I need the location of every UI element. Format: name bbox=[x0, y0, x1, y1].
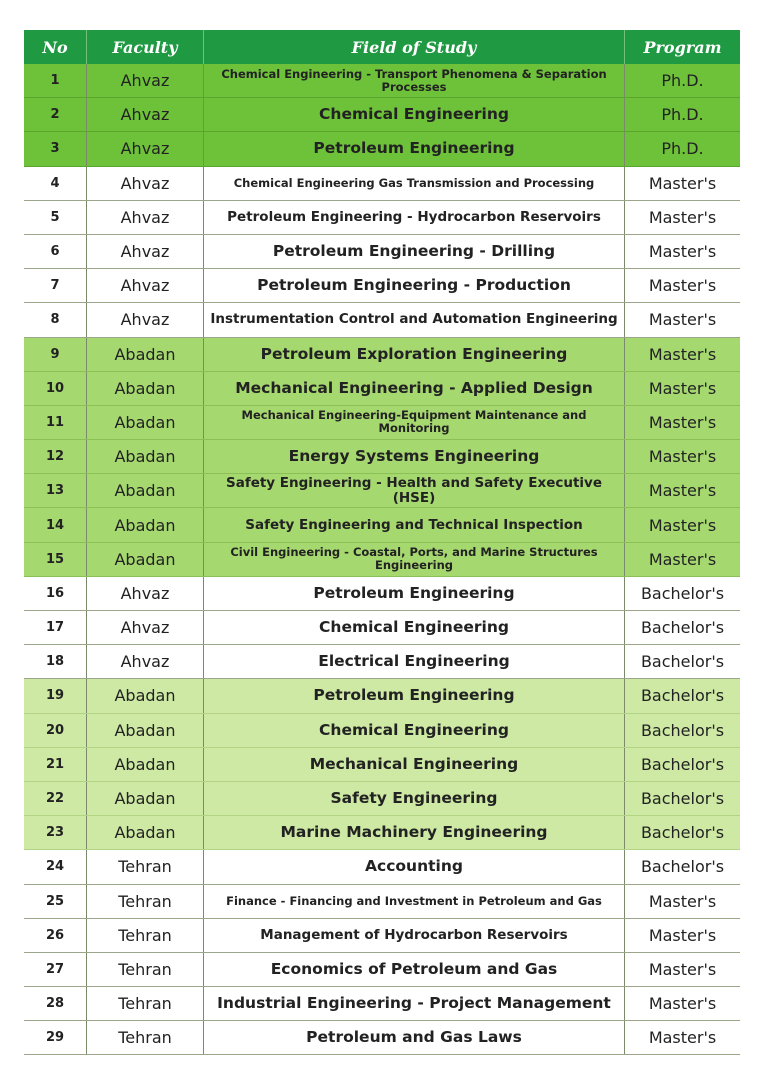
table-row bbox=[24, 679, 740, 713]
row-field-of-study: Petroleum and Gas Laws bbox=[204, 1021, 625, 1054]
row-faculty: Ahvaz bbox=[87, 645, 204, 678]
table-row bbox=[24, 64, 740, 98]
row-faculty: Ahvaz bbox=[87, 167, 204, 200]
table-row bbox=[24, 919, 740, 953]
row-field-of-study: Petroleum Engineering bbox=[204, 679, 625, 712]
row-program: Master's bbox=[648, 412, 717, 432]
row-number: 1 bbox=[24, 64, 87, 97]
row-program: Master's bbox=[648, 549, 717, 569]
row-number: 17 bbox=[24, 611, 87, 644]
row-field-of-study: Petroleum Engineering bbox=[204, 577, 625, 610]
table-row bbox=[24, 98, 740, 132]
row-faculty: Abadan bbox=[87, 679, 204, 712]
row-program: Bachelor's bbox=[640, 789, 725, 809]
row-faculty: Tehran bbox=[87, 1021, 204, 1054]
row-faculty: Tehran bbox=[87, 919, 204, 952]
row-number: 29 bbox=[24, 1021, 87, 1054]
table-row bbox=[24, 372, 740, 406]
row-number: 26 bbox=[24, 919, 87, 952]
programs-table bbox=[24, 30, 740, 1055]
row-field-of-study: Petroleum Exploration Engineering bbox=[204, 338, 625, 371]
row-faculty: Tehran bbox=[87, 953, 204, 986]
row-number: 18 bbox=[24, 645, 87, 678]
header-faculty: Faculty bbox=[87, 30, 204, 64]
row-number: 6 bbox=[24, 235, 87, 268]
table-row bbox=[24, 645, 740, 679]
row-number: 7 bbox=[24, 269, 87, 302]
row-faculty: Abadan bbox=[87, 474, 204, 507]
row-field-of-study: Industrial Engineering - Project Management bbox=[204, 987, 625, 1020]
table-row bbox=[24, 167, 740, 201]
row-field-of-study: Accounting bbox=[204, 850, 625, 883]
row-faculty: Tehran bbox=[87, 987, 204, 1020]
table-body bbox=[24, 64, 740, 1055]
row-program: Bachelor's bbox=[640, 754, 725, 774]
row-faculty: Abadan bbox=[87, 543, 204, 576]
row-program: Bachelor's bbox=[640, 823, 725, 843]
table-header bbox=[24, 30, 740, 64]
row-number: 5 bbox=[24, 201, 87, 234]
row-number: 15 bbox=[24, 543, 87, 576]
row-field-of-study: Mechanical Engineering bbox=[204, 748, 625, 781]
table-row bbox=[24, 714, 740, 748]
row-number: 12 bbox=[24, 440, 87, 473]
row-program: Master's bbox=[648, 378, 717, 398]
row-faculty: Abadan bbox=[87, 782, 204, 815]
row-program: Master's bbox=[648, 481, 717, 501]
row-faculty: Abadan bbox=[87, 816, 204, 849]
row-program: Bachelor's bbox=[640, 686, 725, 706]
row-number: 22 bbox=[24, 782, 87, 815]
row-field-of-study: Petroleum Engineering - Hydrocarbon Reservoirs bbox=[204, 201, 625, 234]
row-faculty: Abadan bbox=[87, 440, 204, 473]
row-number: 25 bbox=[24, 885, 87, 918]
table-row bbox=[24, 611, 740, 645]
row-faculty: Tehran bbox=[87, 850, 204, 883]
row-field-of-study: Petroleum Engineering - Drilling bbox=[204, 235, 625, 268]
table-row bbox=[24, 850, 740, 884]
row-faculty: Tehran bbox=[87, 885, 204, 918]
row-faculty: Ahvaz bbox=[87, 303, 204, 336]
row-program: Master's bbox=[648, 447, 717, 467]
table-row bbox=[24, 543, 740, 577]
row-number: 2 bbox=[24, 98, 87, 131]
row-program: Bachelor's bbox=[640, 720, 725, 740]
row-program: Master's bbox=[648, 959, 717, 979]
row-field-of-study: Electrical Engineering bbox=[204, 645, 625, 678]
row-faculty: Abadan bbox=[87, 714, 204, 747]
table-row bbox=[24, 748, 740, 782]
table-row bbox=[24, 440, 740, 474]
row-program: Master's bbox=[648, 276, 717, 296]
row-number: 11 bbox=[24, 406, 87, 439]
table-row bbox=[24, 132, 740, 166]
row-field-of-study: Chemical Engineering bbox=[204, 611, 625, 644]
row-field-of-study: Marine Machinery Engineering bbox=[204, 816, 625, 849]
table-row bbox=[24, 508, 740, 542]
row-field-of-study: Energy Systems Engineering bbox=[204, 440, 625, 473]
row-number: 8 bbox=[24, 303, 87, 336]
row-number: 4 bbox=[24, 167, 87, 200]
table-row bbox=[24, 269, 740, 303]
row-program: Master's bbox=[648, 344, 717, 364]
table-row bbox=[24, 816, 740, 850]
row-number: 21 bbox=[24, 748, 87, 781]
row-program: Master's bbox=[648, 994, 717, 1014]
row-program: Master's bbox=[648, 515, 717, 535]
row-program: Bachelor's bbox=[640, 652, 725, 672]
row-field-of-study: Chemical Engineering - Transport Phenomena & Separation Processes bbox=[204, 64, 625, 97]
row-program: Master's bbox=[648, 173, 717, 193]
row-faculty: Abadan bbox=[87, 748, 204, 781]
row-faculty: Ahvaz bbox=[87, 577, 204, 610]
row-program: Ph.D. bbox=[661, 71, 704, 91]
table-row bbox=[24, 235, 740, 269]
row-program: Bachelor's bbox=[640, 857, 725, 877]
row-faculty: Ahvaz bbox=[87, 98, 204, 131]
table-row bbox=[24, 577, 740, 611]
row-field-of-study: Mechanical Engineering - Applied Design bbox=[204, 372, 625, 405]
table-row bbox=[24, 1021, 740, 1055]
row-number: 9 bbox=[24, 338, 87, 371]
row-program: Master's bbox=[648, 242, 717, 262]
row-number: 20 bbox=[24, 714, 87, 747]
row-program: Master's bbox=[648, 891, 717, 911]
row-faculty: Abadan bbox=[87, 372, 204, 405]
row-field-of-study: Management of Hydrocarbon Reservoirs bbox=[204, 919, 625, 952]
row-program: Master's bbox=[648, 925, 717, 945]
row-number: 28 bbox=[24, 987, 87, 1020]
table-row bbox=[24, 303, 740, 337]
row-number: 27 bbox=[24, 953, 87, 986]
row-field-of-study: Safety Engineering - Health and Safety Executive (HSE) bbox=[204, 474, 625, 507]
row-program: Master's bbox=[648, 207, 717, 227]
table-row bbox=[24, 338, 740, 372]
row-faculty: Ahvaz bbox=[87, 132, 204, 165]
row-field-of-study: Civil Engineering - Coastal, Ports, and Marine Structures Engineering bbox=[204, 543, 625, 576]
row-field-of-study: Economics of Petroleum and Gas bbox=[204, 953, 625, 986]
row-field-of-study: Instrumentation Control and Automation Engineering bbox=[204, 303, 625, 336]
row-field-of-study: Finance - Financing and Investment in Petroleum and Gas bbox=[204, 885, 625, 918]
row-faculty: Ahvaz bbox=[87, 201, 204, 234]
row-number: 13 bbox=[24, 474, 87, 507]
row-field-of-study: Mechanical Engineering-Equipment Maintenance and Monitoring bbox=[204, 406, 625, 439]
header-program: Program bbox=[643, 37, 722, 57]
row-program: Master's bbox=[648, 310, 717, 330]
table-row bbox=[24, 885, 740, 919]
row-number: 14 bbox=[24, 508, 87, 541]
row-program: Bachelor's bbox=[640, 618, 725, 638]
row-faculty: Ahvaz bbox=[87, 235, 204, 268]
row-faculty: Ahvaz bbox=[87, 64, 204, 97]
row-number: 23 bbox=[24, 816, 87, 849]
row-faculty: Ahvaz bbox=[87, 269, 204, 302]
row-program: Bachelor's bbox=[640, 583, 725, 603]
row-field-of-study: Safety Engineering and Technical Inspection bbox=[204, 508, 625, 541]
row-field-of-study: Petroleum Engineering bbox=[204, 132, 625, 165]
row-program: Ph.D. bbox=[661, 139, 704, 159]
header-field: Field of Study bbox=[204, 30, 625, 64]
table-row bbox=[24, 782, 740, 816]
row-number: 24 bbox=[24, 850, 87, 883]
row-field-of-study: Petroleum Engineering - Production bbox=[204, 269, 625, 302]
table-row bbox=[24, 406, 740, 440]
row-number: 16 bbox=[24, 577, 87, 610]
row-faculty: Ahvaz bbox=[87, 611, 204, 644]
row-field-of-study: Chemical Engineering bbox=[204, 714, 625, 747]
row-faculty: Abadan bbox=[87, 406, 204, 439]
row-number: 19 bbox=[24, 679, 87, 712]
row-faculty: Abadan bbox=[87, 338, 204, 371]
row-faculty: Abadan bbox=[87, 508, 204, 541]
row-field-of-study: Chemical Engineering bbox=[204, 98, 625, 131]
row-program: Master's bbox=[648, 1028, 717, 1048]
table-row bbox=[24, 953, 740, 987]
row-field-of-study: Safety Engineering bbox=[204, 782, 625, 815]
table-row bbox=[24, 987, 740, 1021]
table-row bbox=[24, 201, 740, 235]
row-number: 3 bbox=[24, 132, 87, 165]
table-row bbox=[24, 474, 740, 508]
row-program: Ph.D. bbox=[661, 105, 704, 125]
row-field-of-study: Chemical Engineering Gas Transmission and Processing bbox=[204, 167, 625, 200]
header-no: No bbox=[24, 30, 87, 64]
row-number: 10 bbox=[24, 372, 87, 405]
